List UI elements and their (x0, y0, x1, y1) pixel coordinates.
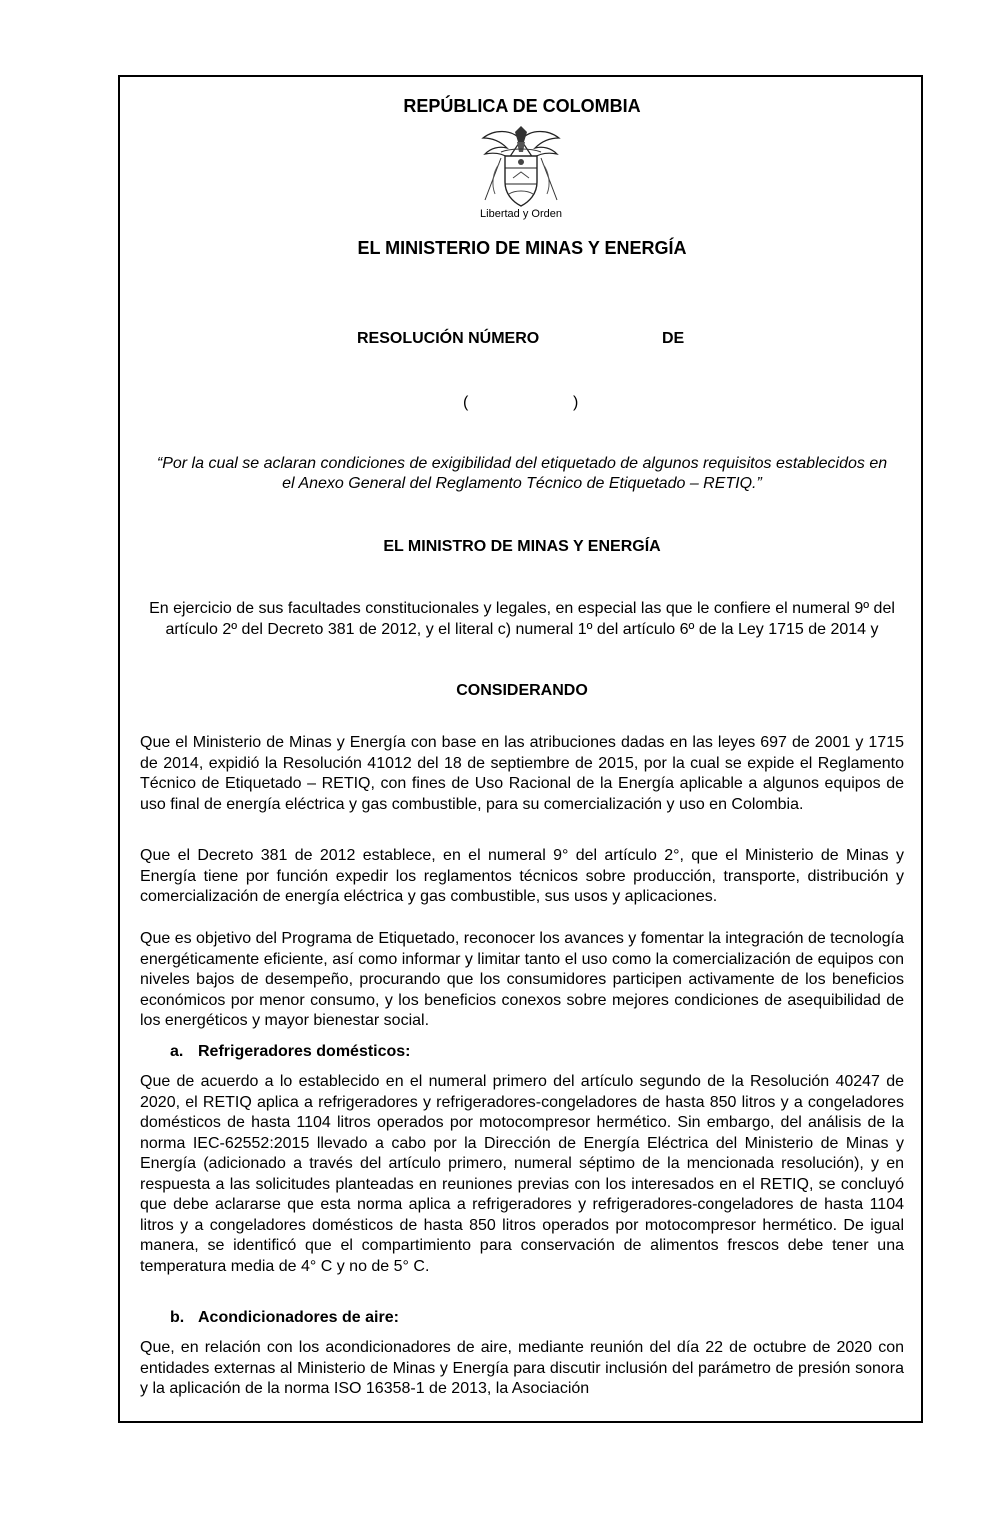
coat-of-arms-seal (471, 122, 571, 222)
section-heading-b (170, 1309, 399, 1327)
resolution-title: “Por la cual se aclaran condiciones de exigibilidad del etiquetado de algunos requisitos establecidos en el Anexo General del Reglamento Técnico de Etiquetado – RETIQ.” (156, 455, 888, 492)
section-paragraph: Que de acuerdo a lo establecido en el numeral primero del artículo segundo de la Resolución 40247 de 2020, el RETIQ aplica a refrigeradores y refrigeradores-congeladores de hasta 850 litros y a congeladores domésticos de hasta 1104 litros operados por motocompresor hermético. Sin embargo, del análisis de la norma IEC-62552:2015 llevado a cabo por la Dirección de Energía Eléctrica del Ministerio de Minas y Energía (adicionado a través del artículo primero, numeral séptimo de la mencionada resolución), y en respuesta a las solicitudes planteadas en reuniones previas con los interesados en el RETIQ, se concluyó que debe aclararse que esta norma aplica a refrigeradores y refrigeradores-congeladores de hasta 1104 litros y a congeladores domésticos de hasta 850 litros operados por motocompresor hermético. De igual manera, se identificó que el compartimiento para conservación de alimentos frescos debe tener una temperatura media de 4° C y no de 5° C. (140, 1073, 904, 1275)
resolution-date-label: DE (662, 330, 685, 347)
minister-heading: EL MINISTRO DE MINAS Y ENERGÍA (383, 538, 661, 555)
powers-paragraph: En ejercicio de sus facultades constitucionales y legales, en especial las que le confiere el numeral 9º del artículo 2º del Decreto 381 de 2012, y el literal c) numeral 1º del artículo 6º de la Ley 1715 de 2014 y (149, 600, 895, 638)
section-paragraph: Que, en relación con los acondicionadores de aire, mediante reunión del día 22 de octubre de 2020 con entidades externas al Ministerio de Minas y Energía para discutir inclusión del parámetro de presión sonora y la aplicación de la norma ISO 16358-1 de 2013, la Asociación (140, 1339, 904, 1397)
paren-open: ( (463, 394, 469, 411)
section-title: Refrigeradores domésticos: (198, 1043, 411, 1060)
paragraph: Que el Ministerio de Minas y Energía con base en las atribuciones dadas en las leyes 697 de 2001 y 1715 de 2014, expidió la Resolución 41012 del 18 de septiembre de 2015, por la cual se expide el Reglamento Técnico de Etiquetado – RETIQ, con fines de Uso Racional de la Energía aplicable a algunos equipos de uso final de energía eléctrica y gas combustible, para su comercialización y uso en Colombia. (140, 734, 904, 813)
coat-of-arms-icon (471, 122, 571, 222)
paragraph: Que el Decreto 381 de 2012 establece, en el numeral 9° del artículo 2°, que el Ministerio de Minas y Energía tiene por función expedir los reglamentos técnicos sobre producción, transporte, distribución y comercialización de energía eléctrica y gas combustible, sus usos y aplicaciones. (140, 847, 904, 905)
motto-text: Libertad y Orden (480, 208, 562, 220)
section-letter: b. (170, 1309, 185, 1326)
paren-close: ) (573, 394, 579, 411)
section-heading-a (170, 1043, 411, 1061)
paragraph: Que es objetivo del Programa de Etiquetado, reconocer los avances y fomentar la integración de tecnología energéticamente eficiente, así como informar y limitar tanto el uso como la comercialización de equipos con niveles bajos de desempeño, procurando que los consumidores participen activamente de los beneficios económicos por menor consumo, y los beneficios conexos sobre mejores condiciones de asequibilidad de los energéticos y mayor bienestar social. (140, 930, 905, 1029)
section-title: Acondicionadores de aire: (198, 1309, 399, 1326)
country-heading: REPÚBLICA DE COLOMBIA (403, 96, 641, 116)
ministry-heading: EL MINISTERIO DE MINAS Y ENERGÍA (357, 238, 687, 258)
section-letter: a. (170, 1043, 184, 1060)
resolution-number-label: RESOLUCIÓN NÚMERO (357, 330, 540, 347)
considerando-heading: CONSIDERANDO (456, 682, 588, 699)
